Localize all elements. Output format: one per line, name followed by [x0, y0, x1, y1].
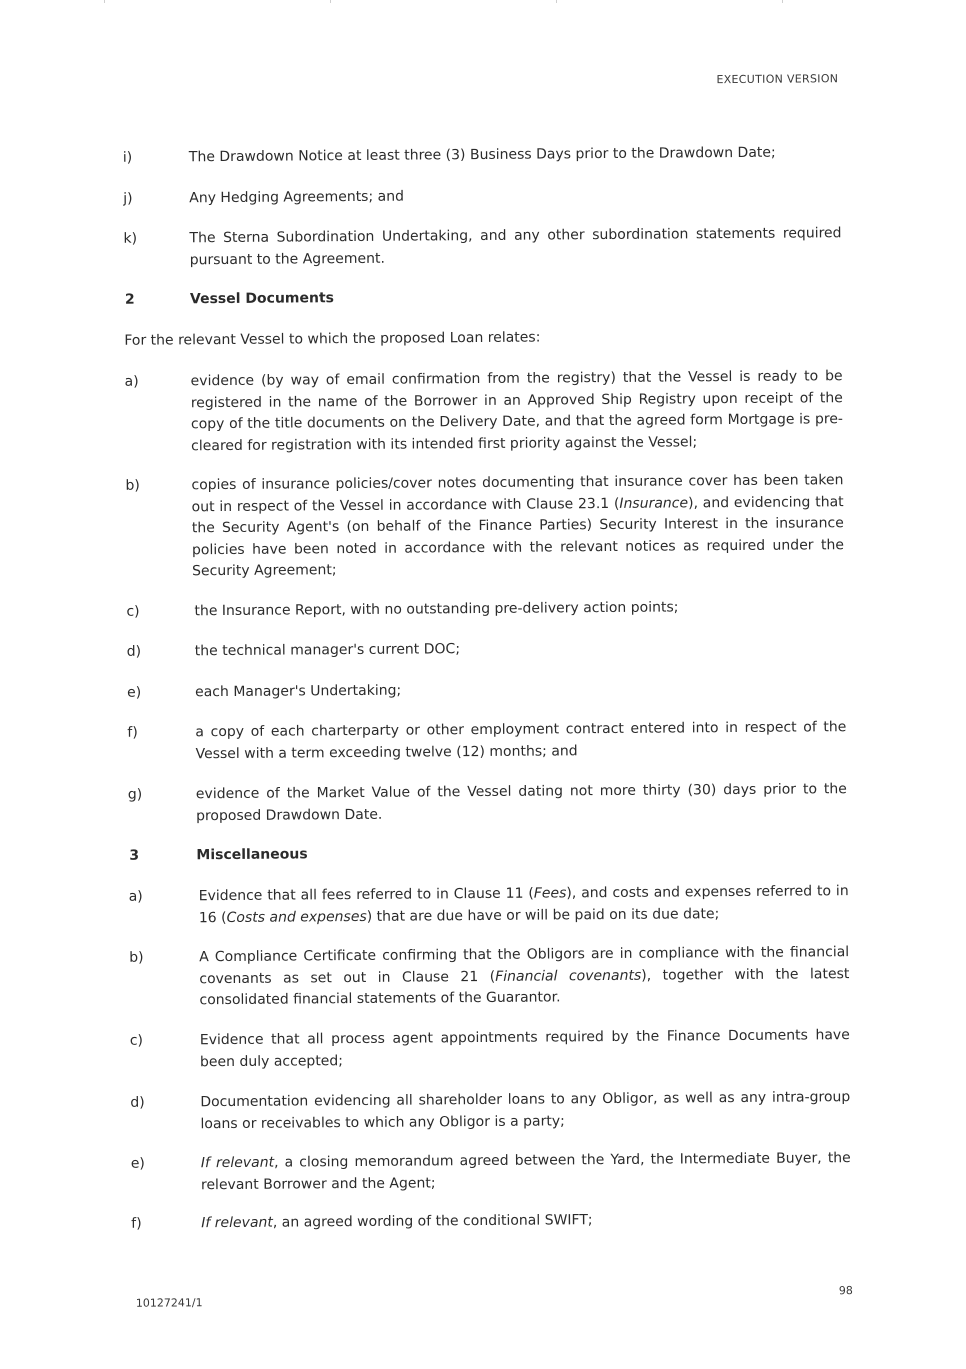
- item-label: b): [125, 477, 140, 494]
- list-item: [0, 635, 966, 660]
- item-label: i): [122, 149, 133, 166]
- item-label: a): [124, 373, 139, 390]
- item-label: e): [127, 684, 142, 701]
- item-text: the Insurance Report, with no outstanding pre-delivery action points;: [194, 599, 679, 620]
- item-label: c): [129, 1032, 144, 1049]
- list-item: [3, 1024, 966, 1070]
- item-text-part: A Compliance Certificate confirming that the Obligors are in compliance with the financial covenants as set out in Clause 21 (: [199, 944, 850, 987]
- item-label: f): [131, 1215, 142, 1232]
- item-text-emphasis: Insurance: [619, 494, 689, 512]
- item-text: the technical manager's current DOC;: [194, 641, 461, 660]
- item-text-part: ), together with the latest consolidated financial statements of the Guarantor.: [199, 965, 850, 1009]
- list-item: [0, 676, 966, 701]
- list-item: [2, 880, 966, 926]
- list-item: [0, 365, 964, 454]
- item-text-emphasis: Fees: [533, 885, 567, 902]
- item-label: g): [127, 786, 143, 803]
- item-text: The Sterna Subordination Undertaking, and any other subordination statements required pursuant to the Agreement.: [189, 225, 842, 268]
- item-label: f): [127, 724, 138, 741]
- item-label: d): [130, 1094, 145, 1111]
- item-text-emphasis: If relevant: [200, 1154, 275, 1172]
- item-text: [199, 881, 849, 929]
- item-text: Documentation evidencing all shareholder loans to any Obligor, as well as any intra-group loans or receivables to which any Obligor is a party;: [200, 1089, 851, 1132]
- item-label: c): [126, 603, 140, 620]
- section-title: Miscellaneous: [196, 846, 308, 864]
- section-intro: For the relevant Vessel to which the proposed Loan relates:: [124, 329, 541, 349]
- item-text: The Drawdown Notice at least three (3) Business Days prior to the Drawdown Date;: [188, 144, 776, 166]
- list-item: [0, 595, 965, 620]
- section-heading: [1, 839, 966, 864]
- item-label: a): [128, 888, 143, 905]
- item-text-part: ), and costs and expenses referred to in 16 (: [198, 883, 849, 926]
- item-text-part: ), and evidencing that the Security Agent's (on behalf of the Finance Parties) Security Interest in the insurance policies have been noted in accordance with the relevant notices as required under the Security Agreement;: [191, 493, 845, 580]
- section-number: 2: [124, 291, 135, 308]
- item-text-part: ) that are due have or will be paid on its due date;: [366, 905, 720, 925]
- item-label: b): [129, 949, 144, 966]
- document-reference: 10127241/1: [135, 1296, 203, 1310]
- item-text-emphasis: If relevant: [201, 1214, 273, 1232]
- item-text: Evidence that all process agent appointments required by the Finance Documents have been duly accepted;: [199, 1027, 850, 1070]
- list-item: [1, 778, 966, 824]
- page-number: 98: [838, 1284, 853, 1298]
- list-item: [0, 222, 962, 268]
- item-text: a copy of each charterparty or other employment contract entered into in respect of the Vessel with a term exceeding twelve (12) months; and: [195, 719, 847, 762]
- list-item: [3, 1086, 966, 1132]
- item-text-part: , a closing memorandum agreed between the Yard, the Intermediate Buyer, the relevant Borrower and the Agent;: [200, 1150, 851, 1193]
- item-label: j): [123, 190, 133, 207]
- item-label: d): [126, 643, 142, 660]
- item-text-part: Evidence that all fees referred to in Clause 11 (: [198, 885, 534, 905]
- list-item: [0, 469, 964, 580]
- list-item: [0, 141, 962, 166]
- item-text-emphasis: Financial covenants: [495, 967, 642, 985]
- item-text: [199, 942, 849, 1012]
- section-title: Vessel Documents: [189, 290, 335, 308]
- list-item: [4, 1147, 966, 1193]
- list-item: [2, 941, 966, 1009]
- item-text-part: , an agreed wording of the conditional SWIFT;: [272, 1212, 593, 1231]
- item-text: [201, 1208, 851, 1235]
- item-text: Any Hedging Agreements; and: [189, 188, 405, 207]
- item-label: e): [130, 1155, 145, 1172]
- list-item: [0, 182, 962, 207]
- list-item: [0, 716, 966, 762]
- execution-version-header: EXECUTION VERSION: [716, 72, 839, 87]
- item-label: k): [123, 230, 138, 247]
- item-text: each Manager's Undertaking;: [195, 682, 402, 701]
- list-item: [4, 1207, 966, 1232]
- item-text-emphasis: Costs and expenses: [226, 908, 367, 926]
- item-text: evidence of the Market Value of the Vessel dating not more thirty (30) days prior to the proposed Drawdown Date.: [195, 781, 847, 824]
- section-number: 3: [129, 847, 140, 864]
- item-text: [201, 1148, 851, 1196]
- item-text-part: copies of insurance policies/cover notes documenting that insurance cover has been taken out in respect of the Vessel in accordance with Clause 23.1 (: [191, 472, 844, 515]
- section-heading: [0, 283, 963, 308]
- item-text: [191, 470, 844, 583]
- item-text: evidence (by way of email confirmation from the registry) that the Vessel is ready to be registered in the name of the Borrower in an Approved Ship Registry upon receipt of the copy of the title documents on the Delivery Date, and that the agreed form Mortgage is pre-cleared for registration with its intended first priority against the Vessel;: [190, 368, 844, 454]
